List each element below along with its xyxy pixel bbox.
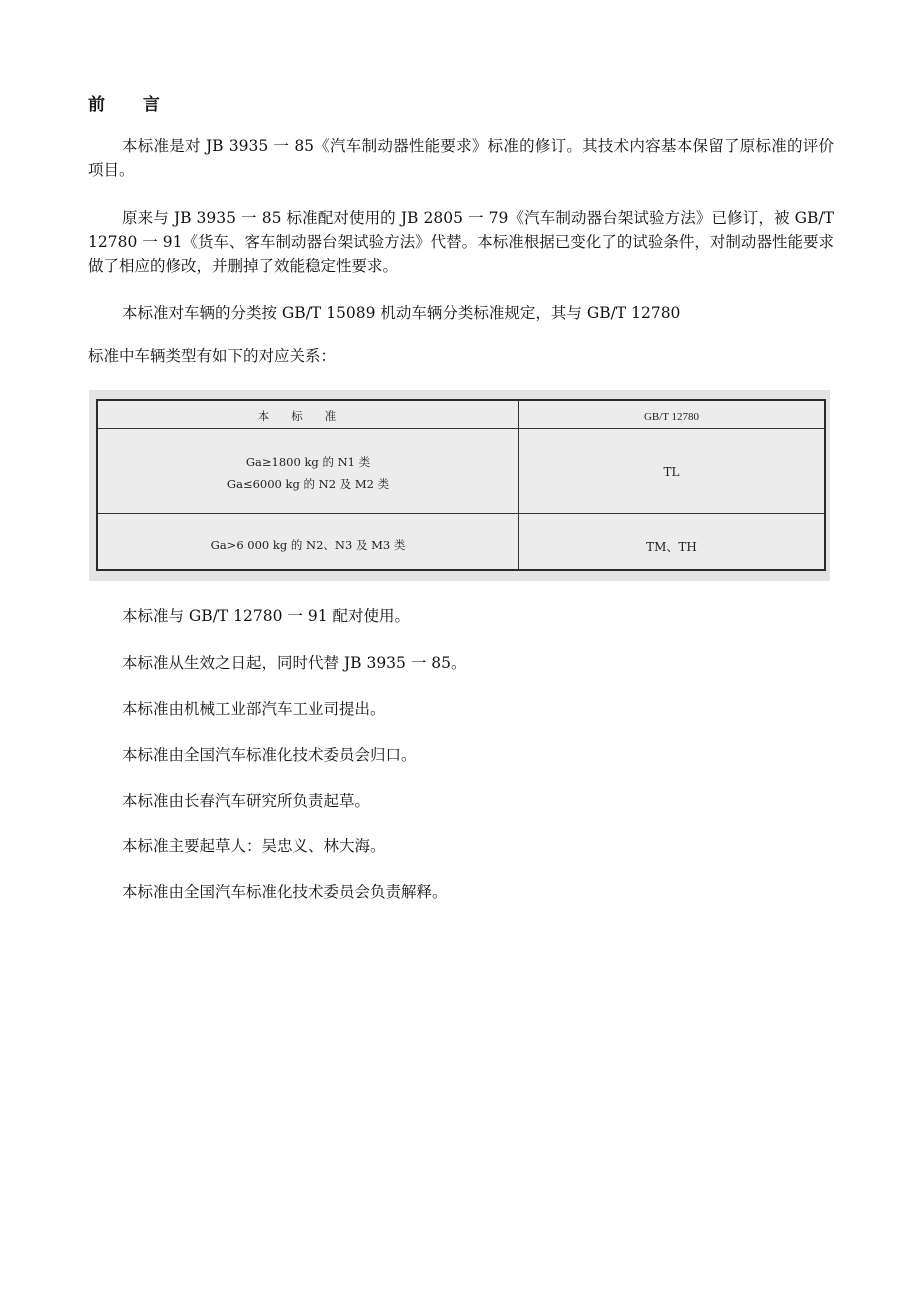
note-6: 本标准主要起草人：吴忠义、林大海。 [122,837,386,855]
table-header-divider [98,428,824,429]
note-4: 本标准由全国汽车标准化技术委员会归口。 [122,746,417,764]
paragraph-correspondence: 标准中车辆类型有如下的对应关系： [88,347,337,365]
paragraph-revision: 本标准是对 JB 3935 一 85《汽车制动器性能要求》标准的修订。其技术内容基本保留了原标准的评价项目。 [88,137,834,179]
table-row-divider [98,513,824,514]
note-2: 本标准从生效之日起，同时代替 JB 3935 一 85。 [122,654,467,672]
table-row2-right: TM、TH [646,540,697,554]
note-7: 本标准由全国汽车标准化技术委员会负责解释。 [122,883,448,901]
note-3: 本标准由机械工业部汽车工业司提出。 [122,700,386,718]
table-row1-left-line1: Ga≥1800 kg 的 N1 类 [245,455,371,469]
note-5: 本标准由长春汽车研究所负责起草。 [122,792,371,810]
note-1: 本标准与 GB/T 12780 一 91 配对使用。 [122,607,410,625]
table-row1-left-line2: Ga≤6000 kg 的 N2 及 M2 类 [226,477,390,491]
table-row1-right: TL [663,465,680,479]
paragraph-classification: 本标准对车辆的分类按 GB/T 15089 机动车辆分类标准规定，其与 GB/T 12780 [122,304,681,322]
section-heading: 前 言 [88,95,176,115]
table-row1-left [98,451,518,495]
table-header-gbt12780: GB/T 12780 [643,411,700,423]
vehicle-type-table [96,399,826,571]
paragraph-test-method: 原来与 JB 3935 一 85 标准配对使用的 JB 2805 一 79《汽车制动器台架试验方法》已修订，被 GB/T 12780 一 91《货车、客车制动器台架试验方法》代替。本标准根据已变化了的试验条件，对制动器性能要求做了相应的修改，并删掉了效能稳定性要求。 [88,209,834,275]
table-header-this-standard: 本标准 [257,409,359,423]
table-row2-left: Ga>6 000 kg 的 N2、N3 及 M3 类 [210,538,406,552]
